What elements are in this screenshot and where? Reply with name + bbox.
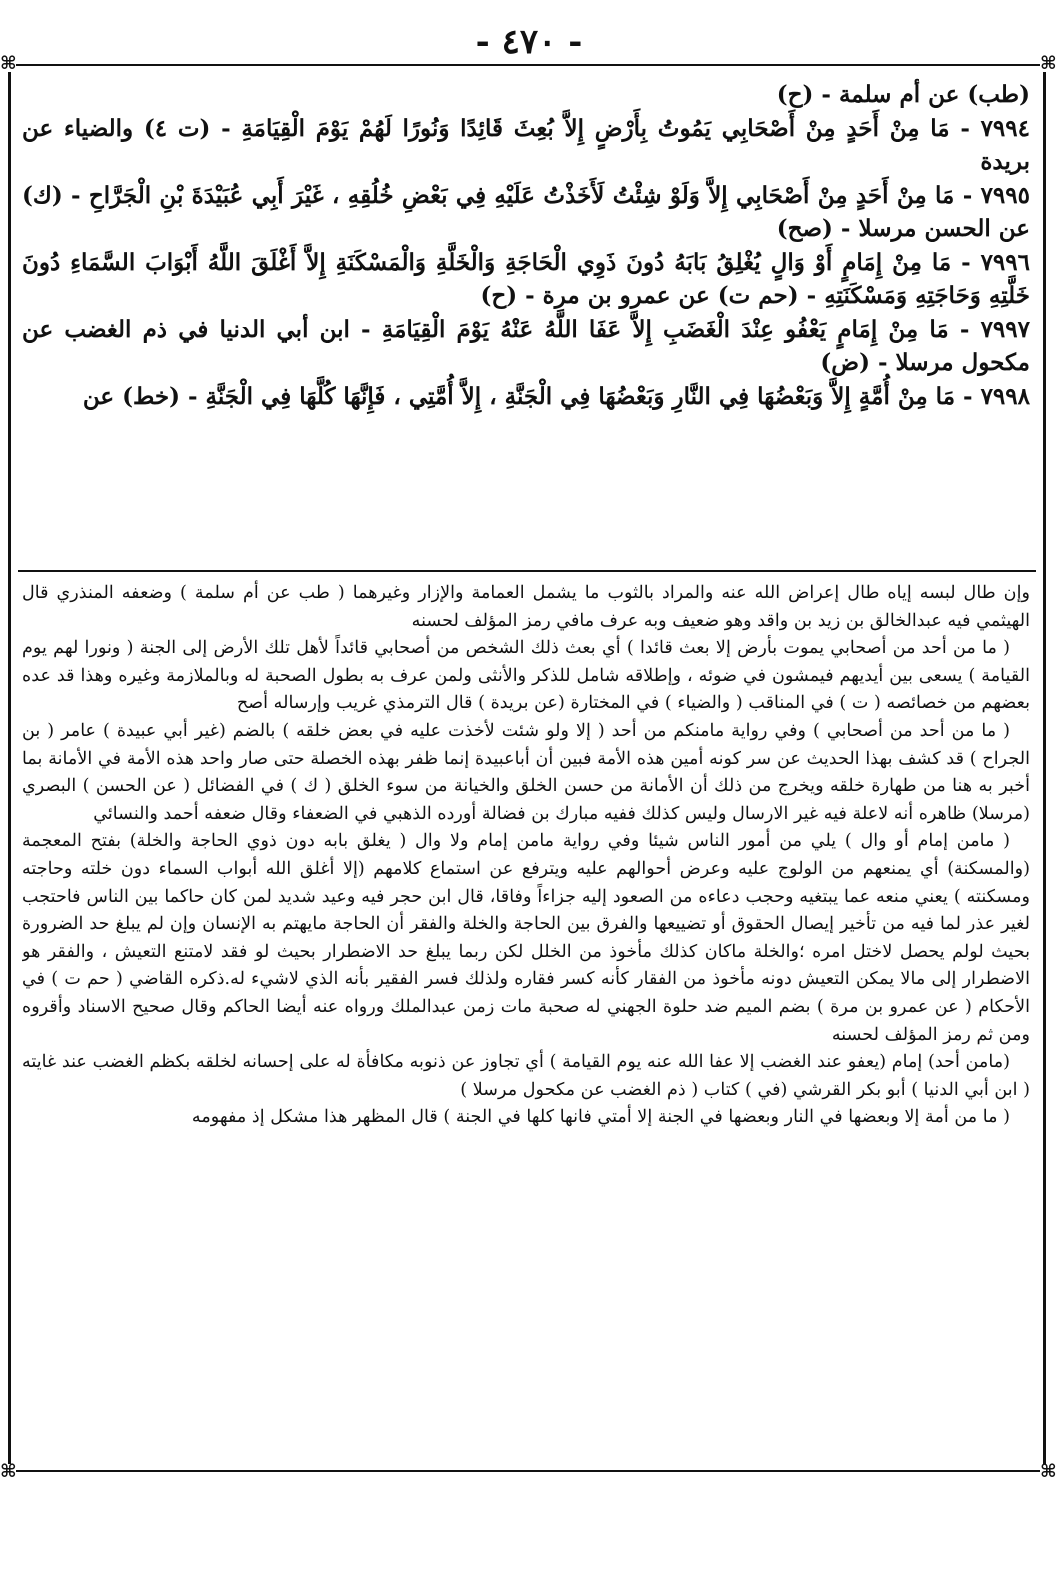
hadith-entry: ٧٩٩٤ - مَا مِنْ أَحَدٍ مِنْ أَصْحَابِي يَمُوتُ بِأَرْضٍ إِلاَّ بُعِثَ قَائِدًا وَنُورًا لَهُمْ يَوْمَ الْقِيَامَةِ - (ت ٤) والضياء عن بريدة: [22, 114, 1030, 175]
corner-ornament-icon: ⌘: [0, 1461, 17, 1482]
commentary-paragraph: ( ما من أحد من أصحابي ) وفي رواية مامنكم من أحد ( إلا ولو شئت لأخذت عليه في بعض خلقه ) بالضم (غير أبي عبيدة ) عامر ( بن الجراح ) قد كشف بهذا الحديث عن سر كونه أمين هذه الأمة فبين أن أباعبيدة إنما ظفر بهذه الخصلة حتى صار واحد هذه الأمة في الأمانة بما أخبر به هنا من طهارة خلقه ويخرج من ذلك أن الأمانة من حسن الخلق والخيانة من سوء الخلق ( ك ) في الفضائل ( عن الحسن ) البصري (مرسلا) ظاهره أنه لاعلة فيه غير الارسال وليس كذلك ففيه مبارك بن فضالة أورده الذهبي في الضعفاء وقال ضعفه أحمد والنسائي: [22, 720, 1030, 824]
hadith-entry: ٧٩٩٧ - مَا مِنْ إِمَامٍ يَعْفُو عِنْدَ الْغَضَبِ إِلاَّ عَفَا اللَّهُ عَنْهُ يَوْمَ الْقِيَامَةِ - ابن أبي الدنيا في ذم الغضب عن مكحول مرسلا - (ض): [22, 315, 1030, 376]
commentary-paragraph: ( ما من أمة إلا وبعضها في النار وبعضها في الجنة إلا أمتي فانها كلها في الجنة ) قال المظهر هذا مشكل إذ مفهومه: [191, 1107, 1010, 1128]
commentary-text: [22, 580, 1030, 1460]
hadith-entry: ٧٩٩٦ - مَا مِنْ إِمَامٍ أَوْ وَالٍ يُغْلِقُ بَابَهُ دُونَ ذَوِي الْحَاجَةِ وَالْخَلَّةِ وَالْمَسْكَنَةِ إِلاَّ أَغْلَقَ اللَّهُ أَبْوَابَ السَّمَاءِ دُونَ خَلَّتِهِ وَحَاجَتِهِ وَمَسْكَنَتِهِ - (حم ت) عن عمرو بن مرة - (ح): [22, 248, 1030, 309]
commentary-paragraph: (مامن أحد) إمام (يعفو عند الغضب إلا عفا الله عنه يوم القيامة ) أي تجاوز عن ذنوبه مكافأة له على إحسانه لخلقه بكظم الغضب عند غايته ( ابن أبي الدنيا ) أبو بكر القرشي (في ) كتاب ( ذم الغضب عن مكحول مرسلا ): [22, 1052, 1030, 1100]
commentary-paragraph: وإن طال لبسه إياه طال إعراض الله عنه والمراد بالثوب ما يشمل العمامة والإزار وغيرهما ( طب عن أم سلمة ) وضعفه المنذري قال الهيثمي فيه عبدالخالق بن زيد بن واقد وهو ضعيف وبه عرف مافي رمز المؤلف لحسنه: [22, 583, 1030, 631]
corner-ornament-icon: ⌘: [1040, 1461, 1057, 1482]
hadith-entry: ٧٩٩٨ - مَا مِنْ أُمَّةٍ إِلاَّ وَبَعْضُهَا فِي النَّارِ وَبَعْضُهَا فِي الْجَنَّةِ ، إِلاَّ أُمَّتِي ، فَإِنَّهَا كُلَّهَا فِي الْجَنَّةِ - (خط) عن: [82, 382, 1030, 410]
page-number: - ٤٧٠ -: [475, 22, 583, 62]
hadith-entry: ٧٩٩٥ - مَا مِنْ أَحَدٍ مِنْ أَصْحَابِي إِلاَّ وَلَوْ شِئْتُ لَأَخَذْتُ عَلَيْهِ فِي بَعْضِ خُلُقِهِ ، غَيْرَ أَبِي عُبَيْدَةَ بْنِ الْجَرَّاحِ - (ك) عن الحسن مرسلا - (صح): [22, 181, 1030, 242]
corner-ornament-icon: ⌘: [0, 53, 17, 74]
hadith-text: [22, 78, 1030, 560]
section-divider: [18, 570, 1036, 572]
corner-ornament-icon: ⌘: [1040, 53, 1057, 74]
hadith-entry: (طب) عن أم سلمة - (ح): [776, 81, 1030, 108]
commentary-paragraph: ( ما من أحد من أصحابي يموت بأرض إلا بعث قائدا ) أي بعث ذلك الشخص من أصحابي قائداً لأهل تلك الأرض إلى الجنة ( ونورا لهم يوم القيامة ) يسعى بين أيديهم فيمشون في ضوئه ، وإطلاقه شامل للذكر والأنثى ولمن عرف به بطول الصحبة له وبالملازمة وغيره وهذا قد عده بعضهم من خصائصه ( ت ) في المناقب ( والضياء ) في المختارة (عن بريدة ) قال الترمذي غريب وإرساله أصح: [22, 638, 1030, 714]
commentary-paragraph: ( مامن إمام أو وال ) يلي من أمور الناس شيئا وفي رواية مامن إمام ولا وال ( يغلق بابه دون ذوي الحاجة والخلة) بفتح المعجمة (والمسكنة) أي يمنعهم من الولوج عليه وعرض أحوالهم عليه ويترفع عن استماع كلامهم (إلا أغلق الله أبواب السماء دون خلته وحاجته ومسكنته ) يعني منعه عما يبتغيه وحجب دعاءه من الصعود إليه جزاءاً وفاقا، قال ابن حجر فيه وعيد شديد لمن كان حاكما بين الناس فاحتجب لغير عذر لما فيه من تأخير إيصال الحقوق أو تضييعها والفرق بين الحاجة والخلة والفقر أن الحاجة مايهتم به الإنسان وإن لم يبلغ حد الضرورة بحيث لولم يحصل لاختل امره ؛والخلة ماكان كذلك مأخوذ من الخلل لكن ربما يبلغ حد الاضطرار بحيث لو فقد لامتنع التعيش ، والفقر هو الاضطرار إلى مالا يمكن التعيش دونه مأخوذ من الفقار كأنه كسر فقاره ولذلك فسر الفقير بأنه الذي لاشيء له.ذكره القاضي ( حم ت ) في الأحكام ( عن عمرو بن مرة ) بضم الميم ضد حلوة الجهني له صحبة مات زمن عبدالملك ورواه عنه أيضا الحاكم وقال صحيح الاسناد وأقروه ومن ثم رمز المؤلف لحسنه: [22, 831, 1030, 1045]
